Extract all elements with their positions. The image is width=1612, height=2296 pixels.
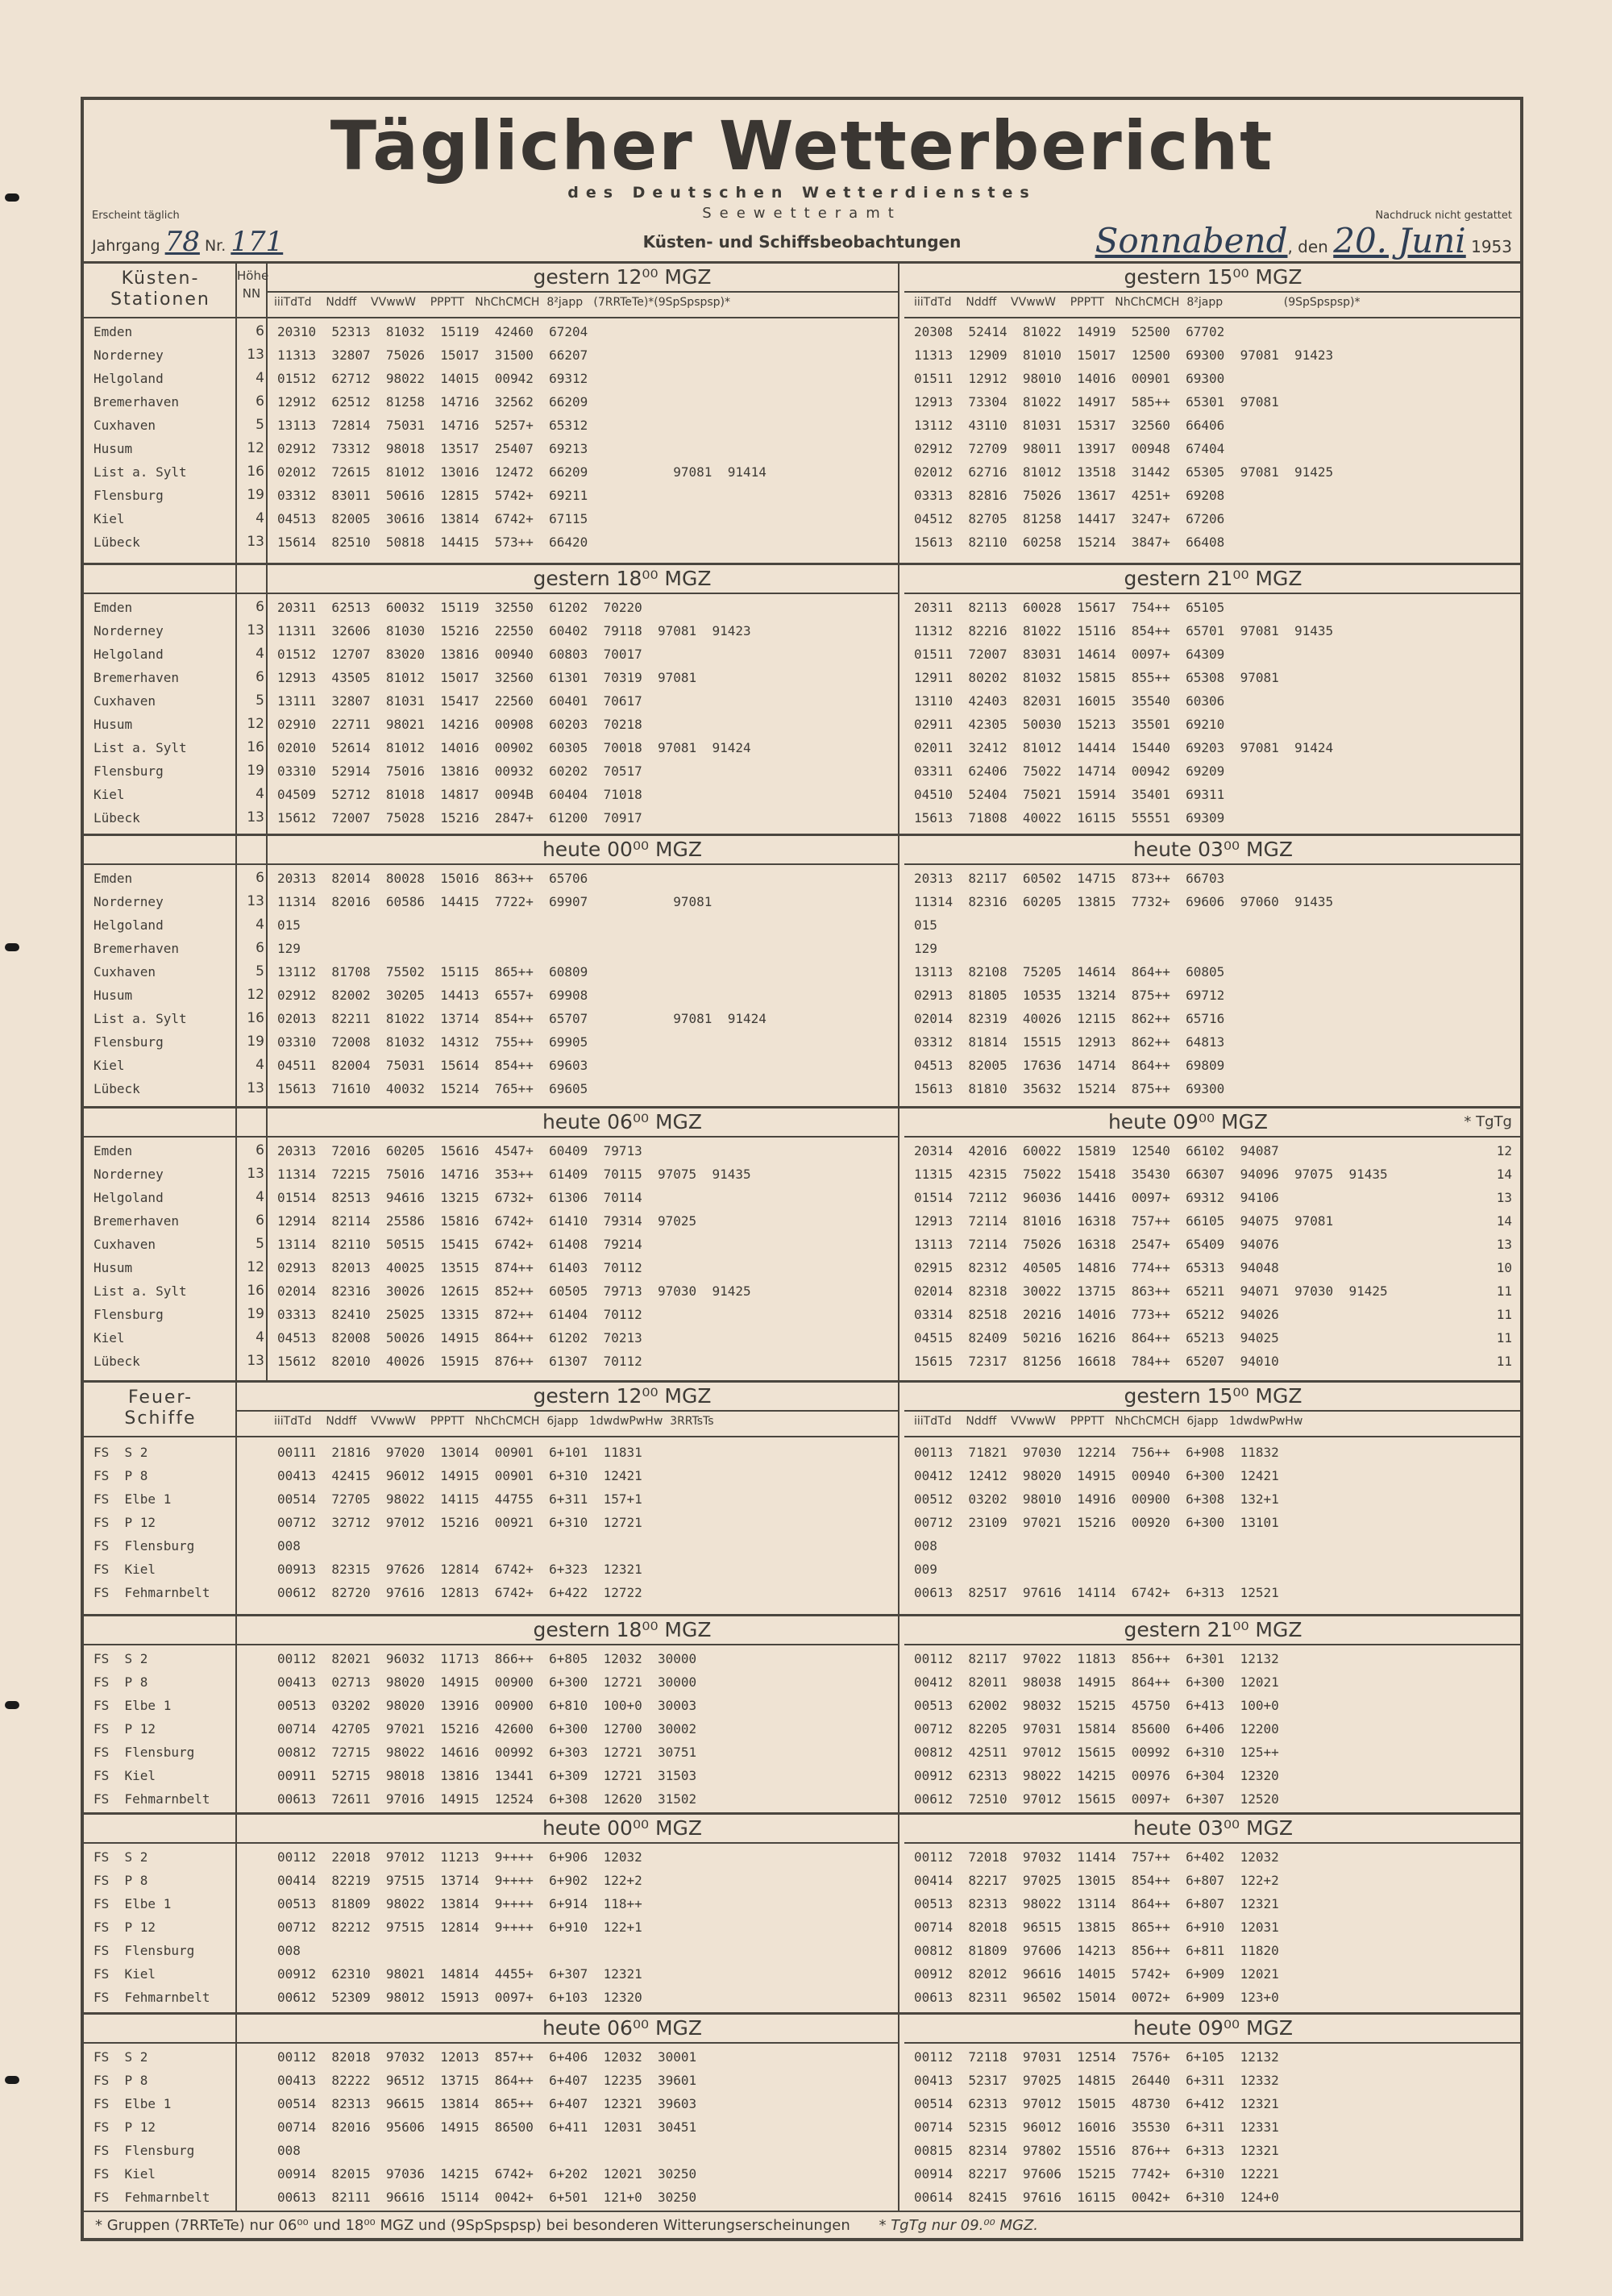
period-title: heute 06⁰⁰ MGZ [542,2016,703,2040]
report-office: Seewetteramt [702,205,902,222]
period-title: gestern 21⁰⁰ MGZ [1124,1618,1302,1641]
punch-hole [5,193,19,202]
coastal-block-4 [84,1106,1520,1380]
observation-rows: 20311 62513 60032 15119 32550 61202 70220 11311 32606 81030 15216 22550 60402 79118 97081 91423 01512 12707 83020 13816 00940 60803 70017 12913 43505 81012 15017 32560 61301 70319 97081 13111 32807 81031 15417 22560 60401 70617 02910 22711 98021 14216 00908 60203 70218 02010 52614 81012 14016 00902 60305 70018 97081 91424 03310 52914 75016 13816 00932 60202 70517 04509 52712 81018 14817 0094B 60404 71018 15612 72007 75028 15216 2847+ 61200 70917 [277,600,751,826]
period-title: gestern 21⁰⁰ MGZ [1124,567,1302,590]
observation-rows: 00112 82117 97022 11813 856++ 6+301 12132 00412 82011 98038 14915 864++ 6+300 12021 00513 62002 98032 15215 45750 6+413 100+0 00712 82205 97031 15814 85600 6+406 12200 00812 42511 97012 15615 00992 6+310 125++ 00912 62313 98022 14215 00976 6+304 12320 00612 72510 97012 15615 0097+ 6+307 12520 [914,1651,1279,1807]
station-names: Emden Norderney Helgoland Bremerhaven Cuxhaven Husum List a. Sylt Flensburg Kiel Lübeck [93,600,187,826]
report-header [84,100,1520,261]
column-headers: iiiTdTd Nddff VVwwW PPPTT NhChCMCH 8²japp (9SpSpspsp)* [914,296,1361,309]
column-headers: iiiTdTd Nddff VVwwW PPPTT NhChCMCH 8²japp (7RRTeTe)*(9SpSpspsp)* [274,296,731,309]
observation-rows: 00112 82018 97032 12013 857++ 6+406 12032 30001 00413 82222 96512 13715 864++ 6+407 12235 39601 00514 82313 96615 13814 865++ 6+407 12321 39603 00714 82016 95606 14915 86500 6+411 12031 30451 008 00914 82015 97036 14215 6742+ 6+202 12021 30250 00613 82111 96616 15114 0042+ 6+501 121+0 30250 [277,2049,697,2205]
height-heading: Höhe NN [237,268,269,301]
station-names: Emden Norderney Helgoland Bremerhaven Cuxhaven Husum List a. Sylt Flensburg Kiel Lübeck [93,871,187,1096]
punch-hole [5,943,19,951]
observation-rows: 00112 72018 97032 11414 757++ 6+402 12032 00414 82217 97025 13015 854++ 6+807 122+2 00513 82313 98022 13114 864++ 6+807 12321 00714 82018 96515 13815 865++ 6+910 12031 00812 81809 97606 14213 856++ 6+811 11820 00912 82012 96616 14015 5742+ 6+909 12021 00613 82311 96502 15014 0072+ 6+909 123+0 [914,1849,1279,2005]
observation-rows: 00112 22018 97012 11213 9++++ 6+906 12032 00414 82219 97515 13714 9++++ 6+902 122+2 00513 81809 98022 13814 9++++ 6+914 118++ 00712 82212 97515 12814 9++++ 6+910 122+1 008 00912 62310 98021 14814 4455+ 6+307 12321 00612 52309 98012 15913 0097+ 6+103 12320 [277,1849,642,2005]
ship-block-1 [84,1380,1520,1614]
report-sheet [81,97,1523,2241]
volume-label: Jahrgang [92,237,160,255]
period-title: heute 06⁰⁰ MGZ [542,1110,703,1133]
observation-rows: 20313 72016 60205 15616 4547+ 60409 79713 11314 72215 75016 14716 353++ 61409 70115 97075 91435 01514 82513 94616 13215 6732+ 61306 70114 12914 82114 25586 15816 6742+ 61410 79314 97025 13114 82110 50515 15415 6742+ 61408 79214 02913 82013 40025 13515 874++ 61403 70112 02014 82316 30026 12615 852++ 60505 79713 97030 91425 03313 82410 25025 13315 872++ 61404 70112 04513 82008 50026 14915 864++ 61202 70213 15612 82010 40026 15915 876++ 61307 70112 [277,1143,751,1369]
report-title: Täglicher Wetterbericht [330,106,1274,185]
report-subtitle: des Deutschen Wetterdienstes [567,184,1037,202]
station-heights: 6 13 4 6 5 12 16 19 4 13 [247,870,264,1096]
publication-note: Erscheint täglich [92,210,180,222]
observation-rows: 00111 21816 97020 13014 00901 6+101 11831 00413 42415 96012 14915 00901 6+310 12421 00514 72705 98022 14115 44755 6+311 157+1 00712 32712 97012 15216 00921 6+310 12721 008 00913 82315 97626 12814 6742+ 6+323 12321 00612 82720 97616 12813 6742+ 6+422 12722 [277,1445,642,1600]
volume-number: 78 [164,226,200,258]
column-divider [898,1383,904,1614]
period-title: heute 00⁰⁰ MGZ [542,1816,703,1840]
column-divider [898,264,904,563]
period-title: gestern 18⁰⁰ MGZ [533,1618,712,1641]
date-line [1095,221,1512,260]
column-headers: iiiTdTd Nddff VVwwW PPPTT NhChCMCH 6japp 1dwdwPwHw [914,1415,1303,1428]
period-title: gestern 18⁰⁰ MGZ [533,567,712,590]
period-title: gestern 15⁰⁰ MGZ [1124,1384,1302,1408]
coastal-stations-heading: Küsten- Stationen [110,268,210,310]
tgtg-heading: * TgTg [1464,1113,1512,1130]
punch-hole [5,1701,19,1709]
observation-rows: 20313 82014 80028 15016 863++ 65706 11314 82016 60586 14415 7722+ 69907 97081 015 129 13112 81708 75502 15115 865++ 60809 02912 82002 30205 14413 6557+ 69908 02013 82211 81022 13714 854++ 65707 97081 91424 03310 72008 81032 14312 755++ 69905 04511 82004 75031 15614 854++ 69603 15613 71610 40032 15214 765++ 69605 [277,871,767,1096]
column-divider [898,1108,904,1380]
station-names: Emden Norderney Helgoland Bremerhaven Cuxhaven Husum List a. Sylt Flensburg Kiel Lübeck [93,1143,187,1369]
period-title: gestern 12⁰⁰ MGZ [533,1384,712,1408]
issue-label: Nr. [204,237,226,255]
column-divider [898,836,904,1106]
period-title: heute 00⁰⁰ MGZ [542,838,703,861]
period-title: gestern 15⁰⁰ MGZ [1124,265,1302,289]
observation-rows: 20310 52313 81032 15119 42460 67204 11313 32807 75026 15017 31500 66207 01512 62712 98022 14015 00942 69312 12912 62512 81258 14716 32562 66209 13113 72814 75031 14716 5257+ 65312 02912 73312 98018 13517 25407 69213 02012 72615 81012 13016 12472 66209 97081 91414 03312 83011 50616 12815 5742+ 69211 04513 82005 30616 13814 6742+ 67115 15614 82510 50818 14415 573++ 66420 [277,324,767,550]
observation-rows: 00113 71821 97030 12214 756++ 6+908 11832 00412 12412 98020 14915 00940 6+300 12421 00512 03202 98010 14916 00900 6+308 132+1 00712 23109 97021 15216 00920 6+300 13101 008 009 00613 82517 97616 14114 6742+ 6+313 12521 [914,1445,1279,1600]
column-divider [898,565,904,834]
observation-rows: 20313 82117 60502 14715 873++ 66703 11314 82316 60205 13815 7732+ 69606 97060 91435 015 129 13113 82108 75205 14614 864++ 60805 02913 81805 10535 13214 875++ 69712 02014 82319 40026 12115 862++ 65716 03312 81814 15515 12913 862++ 64813 04513 82005 17636 14714 864++ 69809 15613 81810 35632 15214 875++ 69300 [914,871,1334,1096]
punch-hole [5,2076,19,2084]
ship-names: FS S 2 FS P 8 FS Elbe 1 FS P 12 FS Flensburg FS Kiel FS Fehmarnbelt [93,1849,210,2005]
ship-names: FS S 2 FS P 8 FS Elbe 1 FS P 12 FS Flensburg FS Kiel FS Fehmarnbelt [93,1651,210,1807]
lightships-heading: Feuer- Schiffe [124,1387,197,1429]
copyright-note: Nachdruck nicht gestattet [1375,210,1512,222]
ship-block-2 [84,1614,1520,1812]
coastal-block-2 [84,563,1520,834]
ship-block-3 [84,1812,1520,2012]
volume-line [92,226,283,258]
station-heights: 6 13 4 6 5 12 16 19 4 13 [247,1142,264,1369]
observation-rows: 20311 82113 60028 15617 754++ 65105 11312 82216 81022 15116 854++ 65701 97081 91435 01511 72007 83031 14614 0097+ 64309 12911 80202 81032 15815 855++ 65308 97081 13110 42403 82031 16015 35540 60306 02911 42305 50030 15213 35501 69210 02011 32412 81012 14414 15440 69203 97081 91424 03311 62406 75022 14714 00942 69209 04510 52404 75021 15914 35401 69311 15613 71808 40022 16115 55551 69309 [914,600,1334,826]
ship-names: FS S 2 FS P 8 FS Elbe 1 FS P 12 FS Flensburg FS Kiel FS Fehmarnbelt [93,1445,210,1600]
column-divider [898,1616,904,1812]
observation-rows: 20308 52414 81022 14919 52500 67702 11313 12909 81010 15017 12500 69300 97081 91423 01511 12912 98010 14016 00901 69300 12913 73304 81022 14917 585++ 65301 97081 13112 43110 81031 15317 32560 66406 02912 72709 98011 13917 00948 67404 02012 62716 81012 13518 31442 65305 97081 91425 03313 82816 75026 13617 4251+ 69208 04512 82705 81258 14417 3247+ 67206 15613 82110 60258 15214 3847+ 66408 [914,324,1334,550]
column-divider [898,2015,904,2211]
period-title: heute 03⁰⁰ MGZ [1132,838,1294,861]
station-heights: 6 13 4 6 5 12 16 19 4 13 [247,599,264,826]
tgtg-values: 12 14 13 14 13 10 11 11 11 11 [1496,1143,1512,1369]
date-value: 20. Juni [1333,221,1466,260]
issue-number: 171 [231,226,284,258]
observation-rows: 20314 42016 60022 15819 12540 66102 94087 11315 42315 75022 15418 35430 66307 94096 97075 91435 01514 72112 96036 14416 0097+ 69312 94106 12913 72114 81016 16318 757++ 66105 94075 97081 13113 72114 75026 16318 2547+ 65409 94076 02915 82312 40505 14816 774++ 65313 94048 02014 82318 30022 13715 863++ 65211 94071 97030 91425 03314 82518 20216 14016 773++ 65212 94026 04515 82409 50216 16216 864++ 65213 94025 15615 72317 81256 16618 784++ 65207 94010 [914,1143,1388,1369]
year-value: 1953 [1471,237,1512,256]
period-title: gestern 12⁰⁰ MGZ [533,265,712,289]
observation-rows: 00112 72118 97031 12514 7576+ 6+105 12132 00413 52317 97025 14815 26440 6+311 12332 00514 62313 97012 15015 48730 6+412 12321 00714 52315 96012 16016 35530 6+311 12331 00815 82314 97802 15516 876++ 6+313 12321 00914 82217 97606 15215 7742+ 6+310 12221 00614 82415 97616 16115 0042+ 6+310 124+0 [914,2049,1279,2205]
period-title: heute 09⁰⁰ MGZ [1132,2016,1294,2040]
footnote [95,2217,1038,2234]
station-names: Emden Norderney Helgoland Bremerhaven Cuxhaven Husum List a. Sylt Flensburg Kiel Lübeck [93,324,187,550]
coastal-block-3 [84,834,1520,1106]
footnote-groups: * Gruppen (7RRTeTe) nur 06⁰⁰ und 18⁰⁰ MGZ und (9SpSpspsp) bei besonderen Witterungserscheinungen [95,2217,850,2234]
date-connector: , den [1287,237,1328,256]
period-title: heute 03⁰⁰ MGZ [1132,1816,1294,1840]
station-heights: 6 13 4 6 5 12 16 19 4 13 [247,323,264,550]
column-divider [898,1815,904,2012]
observation-rows: 00112 82021 96032 11713 866++ 6+805 12032 30000 00413 02713 98020 14915 00900 6+300 12721 30000 00513 03202 98020 13916 00900 6+810 100+0 30003 00714 42705 97021 15216 42600 6+300 12700 30002 00812 72715 98022 14616 00992 6+303 12721 30751 00911 52715 98018 13816 13441 6+309 12721 31503 00613 72611 97016 14915 12524 6+308 12620 31502 [277,1651,697,1807]
weekday: Sonnabend [1095,221,1288,260]
report-section: Küsten- und Schiffsbeobachtungen [642,232,962,252]
ship-block-4 [84,2012,1520,2211]
footnote-tgtg: * TgTg nur 09.⁰⁰ MGZ. [879,2217,1039,2234]
coastal-block-1 [84,261,1520,563]
ship-names: FS S 2 FS P 8 FS Elbe 1 FS P 12 FS Flensburg FS Kiel FS Fehmarnbelt [93,2049,210,2205]
column-headers: iiiTdTd Nddff VVwwW PPPTT NhChCMCH 6japp 1dwdwPwHw 3RRTsTs [274,1415,714,1428]
period-title: heute 09⁰⁰ MGZ [1107,1110,1269,1133]
